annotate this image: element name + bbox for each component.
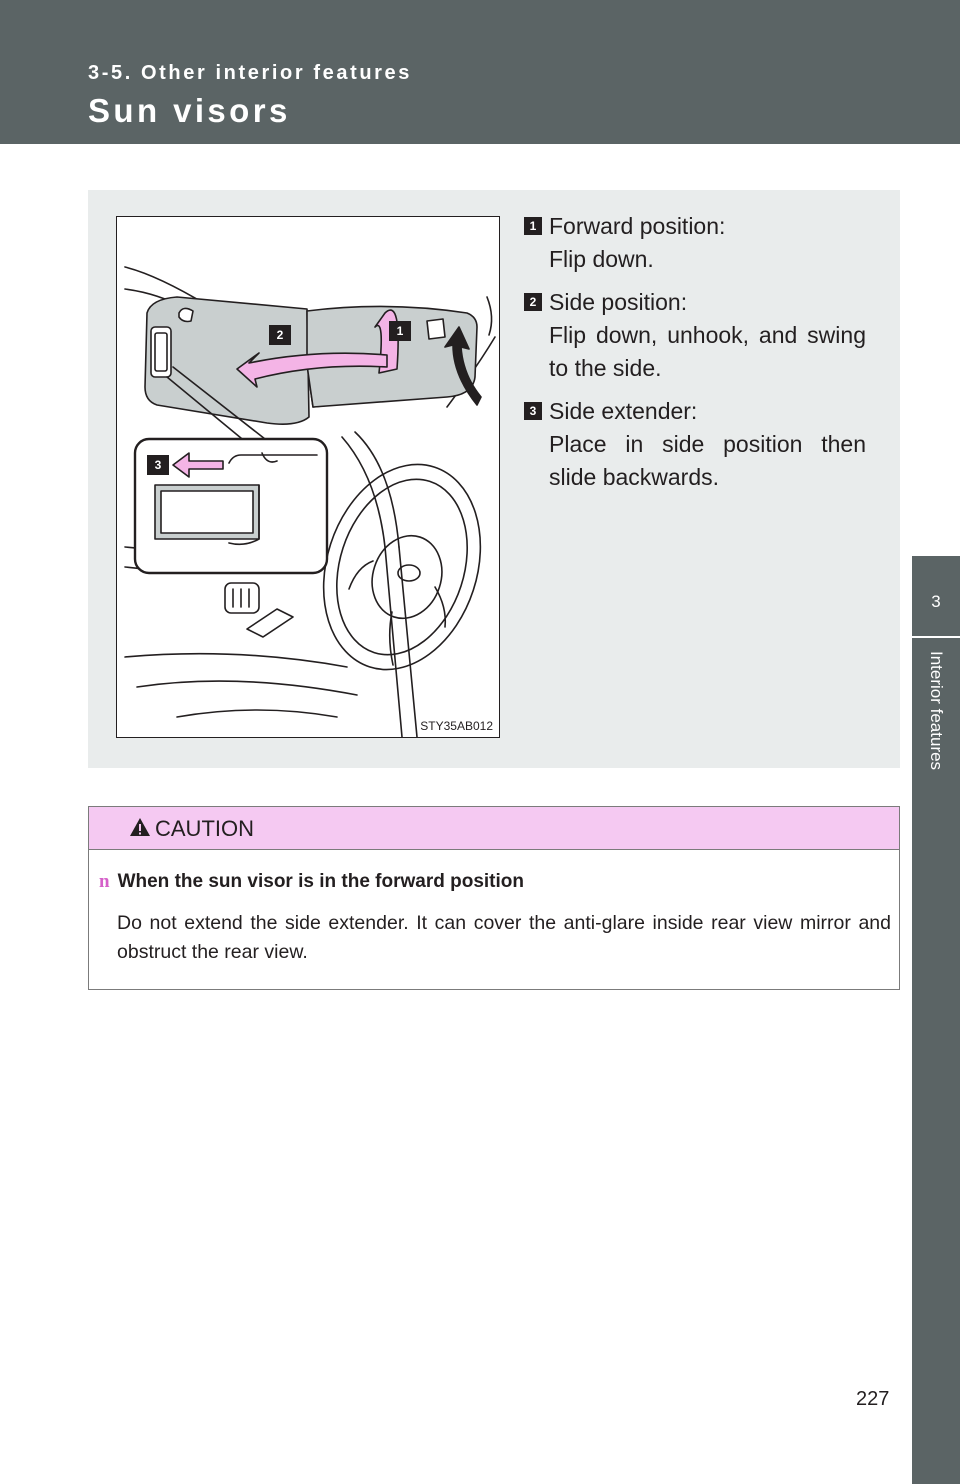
warning-triangle-icon bbox=[129, 817, 151, 837]
step-description: Flip down, unhook, and swing to the side. bbox=[549, 322, 866, 381]
bullet-marker: n bbox=[99, 871, 110, 892]
step-title: Forward position: bbox=[549, 213, 726, 239]
callout-1-label: 1 bbox=[396, 324, 404, 338]
step-number-badge: 1 bbox=[524, 217, 542, 235]
step-forward-position bbox=[524, 210, 866, 276]
step-side-extender bbox=[524, 395, 866, 494]
caution-title: CAUTION bbox=[155, 816, 254, 841]
caution-item-heading bbox=[99, 871, 524, 893]
sun-visor-drawing bbox=[117, 217, 499, 737]
step-number-badge: 3 bbox=[524, 402, 542, 420]
caution-text: Do not extend the side extender. It can cover the anti-glare inside rear view mirror and obstruct the rear view. bbox=[117, 912, 891, 963]
chapter-label: Interior features bbox=[927, 651, 946, 771]
step-title: Side position: bbox=[549, 289, 688, 315]
caution-box bbox=[88, 806, 900, 990]
chapter-tab bbox=[912, 556, 960, 1484]
step-number-badge: 2 bbox=[524, 293, 542, 311]
figure-panel bbox=[88, 190, 900, 768]
callout-2-label: 2 bbox=[276, 328, 284, 342]
section-label: 3-5. Other interior features bbox=[88, 62, 412, 84]
caution-header bbox=[89, 807, 899, 850]
page-number: 227 bbox=[856, 1388, 890, 1410]
sun-visor-illustration bbox=[116, 216, 500, 738]
caution-item-title: When the sun visor is in the forward position bbox=[117, 871, 524, 892]
step-title: Side extender: bbox=[549, 398, 698, 424]
step-list bbox=[524, 210, 866, 504]
callout-3-label: 3 bbox=[154, 458, 162, 472]
page-header bbox=[0, 0, 960, 144]
step-side-position bbox=[524, 286, 866, 385]
page-title: Sun visors bbox=[88, 92, 291, 129]
tab-divider bbox=[912, 636, 960, 638]
step-description: Place in side position then slide backwards. bbox=[549, 431, 866, 490]
figure-code: STY35AB012 bbox=[420, 719, 493, 733]
chapter-number: 3 bbox=[931, 592, 941, 611]
step-description: Flip down. bbox=[549, 246, 654, 272]
